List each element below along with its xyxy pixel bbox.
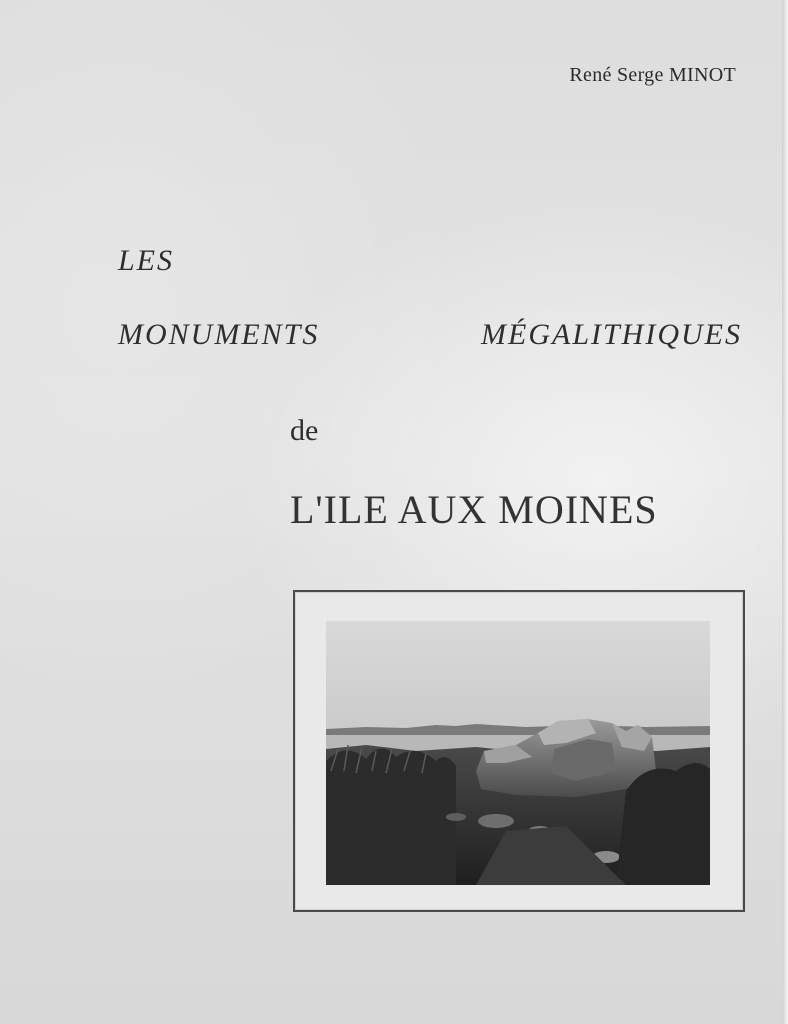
title-word-megalithiques: MÉGALITHIQUES — [481, 318, 742, 351]
title-word-monuments: MONUMENTS — [118, 318, 320, 351]
megalith-photo — [326, 621, 710, 885]
title-line-de: de — [290, 414, 319, 447]
title-line-monuments — [118, 318, 742, 352]
page-edge — [782, 0, 788, 1024]
title-line-les: LES — [118, 244, 175, 277]
title-line-ile-aux-moines: L'ILE AUX MOINES — [290, 487, 658, 532]
photo-frame — [293, 590, 745, 912]
author-name: René Serge MINOT — [569, 64, 736, 86]
megalith-photo-image — [326, 621, 710, 885]
